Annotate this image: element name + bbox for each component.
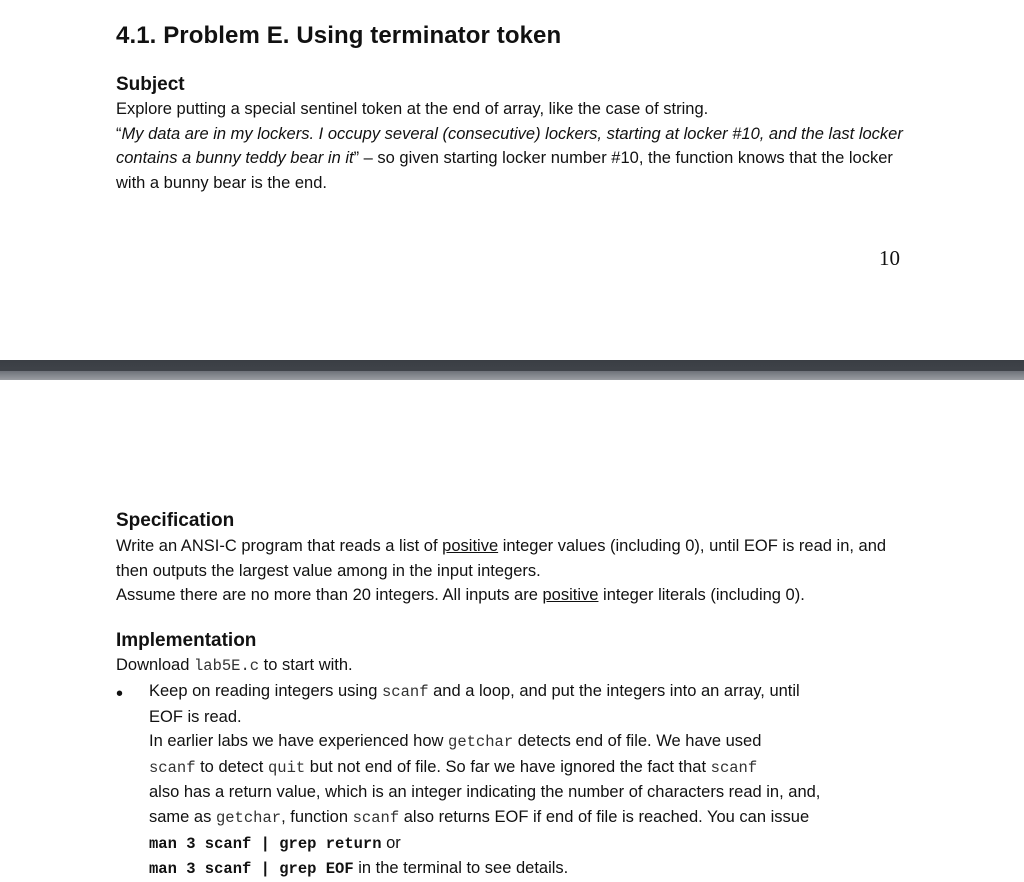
bullet-icon: • <box>116 683 124 705</box>
subject-heading: Subject <box>116 74 185 95</box>
bullet-item: Keep on reading integers using scanf and a loop, and put the integers into an array, until EOF is read. In earlier labs we have experienced how getchar detects end of file. We have used scanf to detect quit but not end of file. So far we have ignored the fact that scanf also has a return value, which is an integer indicating the number of characters read in, and, same as getchar, function scanf also returns EOF if end of file is reached. You can issue man 3 scanf | grep return or man 3 scanf | grep EOF in the terminal to see details. <box>149 682 821 879</box>
positive-emphasis: positive <box>442 537 499 555</box>
page-separator <box>0 360 1024 380</box>
filename-code: lab5E.c <box>193 657 260 675</box>
positive-emphasis: positive <box>542 586 599 604</box>
command-eof: man 3 scanf | grep EOF <box>149 860 354 879</box>
command-return: man 3 scanf | grep return <box>149 834 382 853</box>
implementation-heading: Implementation <box>116 630 257 651</box>
specification-heading: Specification <box>116 510 235 531</box>
locker-quote: “My data are in my lockers. I occupy several (consecutive) lockers, starting at locker #10, and the last locker contains a bunny teddy bear in it” <box>116 124 903 167</box>
download-line: Download lab5E.c to start with. <box>116 656 353 675</box>
problem-title: 4.1. Problem E. Using terminator token <box>116 22 562 49</box>
subject-paragraph: Explore putting a special sentinel token at the end of array, like the case of string. “My data are in my lockers. I occupy several (consecutive) lockers, starting at locker #10, and the last locker contains a bunny teddy bear in it” – so given starting locker number #10, the function knows that the locker with a bunny bear is the end. <box>116 100 903 192</box>
page-number: 10 <box>879 246 900 270</box>
specification-paragraph: Write an ANSI-C program that reads a list of positive integer values (including 0), until EOF is read in, and then outputs the largest value among in the input integers. Assume there are no more than 20 integers. All inputs are positive integer literals (including 0). <box>116 537 887 604</box>
